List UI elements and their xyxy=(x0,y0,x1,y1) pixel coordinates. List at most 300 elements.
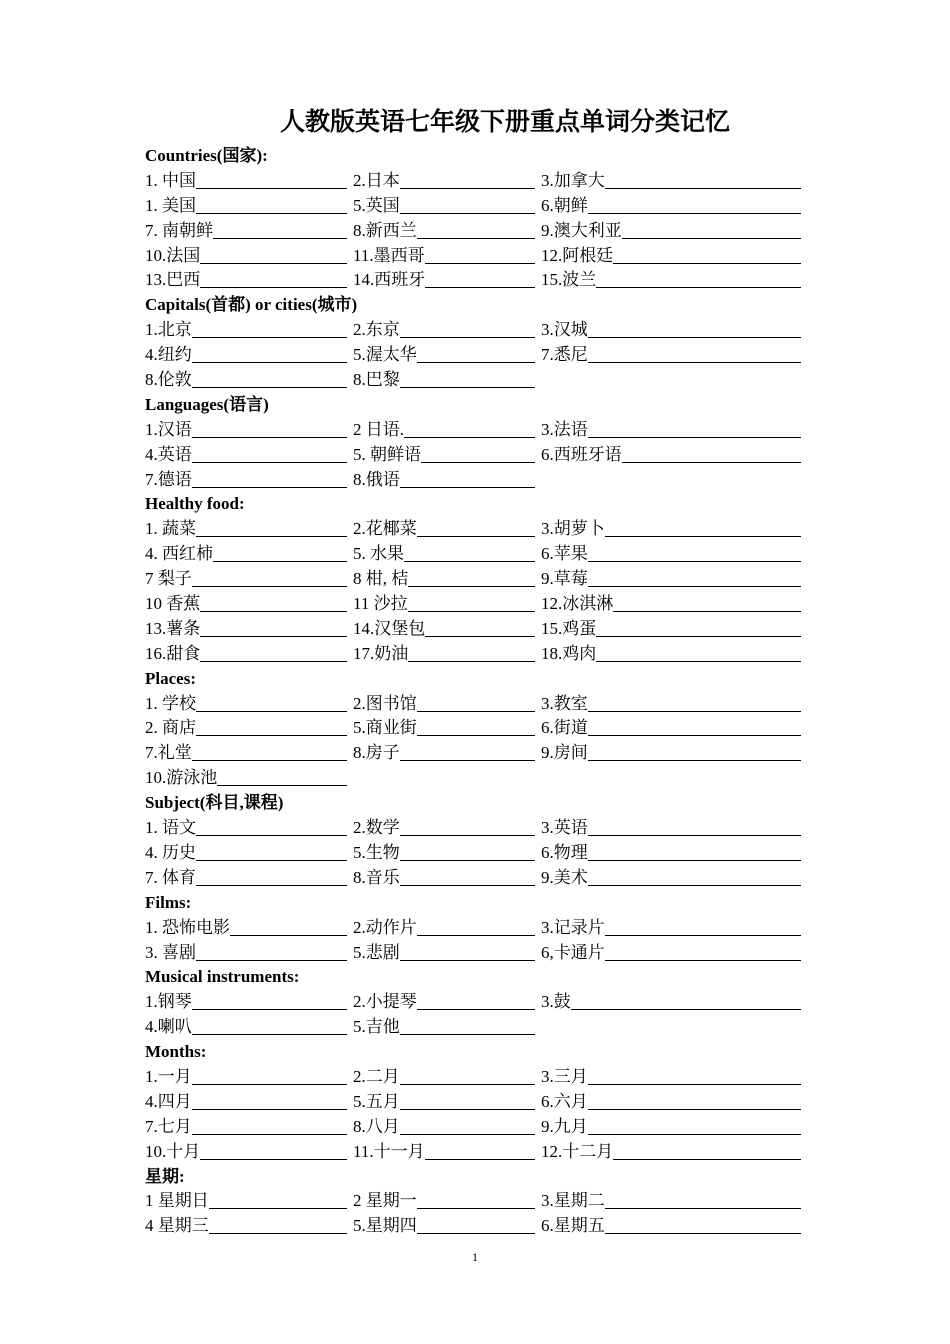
vocab-row xyxy=(145,418,845,443)
answer-blank[interactable] xyxy=(209,1216,347,1234)
answer-blank[interactable] xyxy=(192,1092,347,1110)
answer-blank[interactable] xyxy=(400,868,535,886)
vocab-label: 9.九月 xyxy=(541,1116,588,1136)
vocab-label: 1.一月 xyxy=(145,1066,192,1086)
answer-blank[interactable] xyxy=(605,1191,801,1209)
vocab-entry xyxy=(353,941,535,966)
answer-blank[interactable] xyxy=(425,619,535,637)
answer-blank[interactable] xyxy=(196,943,347,961)
vocab-entry xyxy=(145,592,347,617)
vocab-label: 1. 语文 xyxy=(145,818,196,838)
answer-blank[interactable] xyxy=(196,196,347,214)
answer-blank[interactable] xyxy=(588,569,801,587)
answer-blank[interactable] xyxy=(196,519,347,537)
vocab-label: 12.十二月 xyxy=(541,1141,614,1161)
vocab-entry xyxy=(145,990,347,1015)
vocab-row xyxy=(145,617,845,642)
vocab-entry xyxy=(145,716,347,741)
vocab-label: 9.美术 xyxy=(541,867,588,887)
vocab-entry xyxy=(353,716,535,741)
page-number: 1 xyxy=(472,1250,478,1264)
answer-blank[interactable] xyxy=(192,370,347,388)
vocab-label: 9.草莓 xyxy=(541,569,588,589)
vocab-label: 11.十一月 xyxy=(353,1141,425,1161)
answer-blank[interactable] xyxy=(588,320,801,338)
vocab-entry xyxy=(353,866,535,891)
vocab-entry xyxy=(353,418,535,443)
vocab-label: 15.波兰 xyxy=(541,270,597,290)
vocab-entry xyxy=(145,766,347,791)
vocab-label: 1. 恐怖电影 xyxy=(145,917,230,937)
vocab-label: 6.物理 xyxy=(541,842,588,862)
section-heading: Films: xyxy=(145,892,192,912)
vocab-label: 5.生物 xyxy=(353,842,400,862)
answer-blank[interactable] xyxy=(425,1142,535,1160)
answer-blank[interactable] xyxy=(588,196,801,214)
vocab-label: 6.苹果 xyxy=(541,544,588,564)
vocab-entry xyxy=(541,1189,801,1214)
vocab-label: 1 星期日 xyxy=(145,1191,209,1211)
vocab-label: 8 柑, 桔 xyxy=(353,569,409,589)
answer-blank[interactable] xyxy=(613,246,801,264)
answer-blank[interactable] xyxy=(613,1142,801,1160)
vocab-label: 5.五月 xyxy=(353,1091,400,1111)
vocab-row xyxy=(145,1115,845,1140)
vocab-label: 5.英国 xyxy=(353,195,400,215)
answer-blank[interactable] xyxy=(217,768,347,786)
answer-blank[interactable] xyxy=(404,544,535,562)
vocab-label: 11.墨西哥 xyxy=(353,245,425,265)
vocab-entry xyxy=(145,219,347,244)
answer-blank[interactable] xyxy=(213,221,347,239)
answer-blank[interactable] xyxy=(404,420,535,438)
answer-blank[interactable] xyxy=(400,1017,535,1035)
answer-blank[interactable] xyxy=(400,171,535,189)
answer-blank[interactable] xyxy=(588,1092,801,1110)
vocab-entry xyxy=(145,1115,347,1140)
answer-blank[interactable] xyxy=(400,320,535,338)
answer-blank[interactable] xyxy=(425,270,535,288)
answer-blank[interactable] xyxy=(622,445,801,463)
vocab-row xyxy=(145,766,845,791)
vocab-entry xyxy=(145,567,347,592)
answer-blank[interactable] xyxy=(196,843,347,861)
vocab-label: 2.二月 xyxy=(353,1066,400,1086)
vocab-entry xyxy=(353,741,535,766)
vocab-label: 8.音乐 xyxy=(353,867,400,887)
vocab-label: 9.澳大利亚 xyxy=(541,220,622,240)
vocab-entry xyxy=(353,916,535,941)
answer-blank[interactable] xyxy=(400,1117,535,1135)
answer-blank[interactable] xyxy=(588,1067,801,1085)
answer-blank[interactable] xyxy=(400,1067,535,1085)
vocab-entry xyxy=(541,866,801,891)
answer-blank[interactable] xyxy=(417,992,535,1010)
vocab-label: 3.胡萝卜 xyxy=(541,519,605,539)
vocab-label: 2.图书馆 xyxy=(353,693,417,713)
answer-blank[interactable] xyxy=(588,818,801,836)
section-heading: Languages(语言) xyxy=(145,394,269,414)
answer-blank[interactable] xyxy=(200,644,347,662)
answer-blank[interactable] xyxy=(588,868,801,886)
vocab-label: 5.渥太华 xyxy=(353,345,417,365)
vocab-row xyxy=(145,318,845,343)
vocab-label: 18.鸡肉 xyxy=(541,643,597,663)
vocab-row xyxy=(145,368,845,393)
answer-blank[interactable] xyxy=(192,1117,347,1135)
vocab-label: 6.西班牙语 xyxy=(541,444,622,464)
vocab-entry xyxy=(541,816,801,841)
vocab-entry xyxy=(145,418,347,443)
answer-blank[interactable] xyxy=(192,470,347,488)
vocab-label: 3.英语 xyxy=(541,818,588,838)
vocab-label: 2.动作片 xyxy=(353,917,417,937)
answer-blank[interactable] xyxy=(622,221,801,239)
answer-blank[interactable] xyxy=(588,718,801,736)
vocab-label: 5.悲剧 xyxy=(353,942,400,962)
vocab-entry xyxy=(145,692,347,717)
answer-blank[interactable] xyxy=(400,370,535,388)
vocab-entry xyxy=(353,517,535,542)
answer-blank[interactable] xyxy=(200,270,347,288)
vocab-label: 5. 水果 xyxy=(353,544,404,564)
answer-blank[interactable] xyxy=(192,445,347,463)
vocab-entry xyxy=(145,916,347,941)
vocab-label: 4.四月 xyxy=(145,1091,192,1111)
vocab-label: 3.记录片 xyxy=(541,917,605,937)
answer-blank[interactable] xyxy=(200,619,347,637)
vocab-entry xyxy=(145,741,347,766)
vocab-entry xyxy=(541,418,801,443)
answer-blank[interactable] xyxy=(196,171,347,189)
vocab-label: 5.星期四 xyxy=(353,1216,417,1236)
vocab-label: 13.巴西 xyxy=(145,270,201,290)
vocab-entry xyxy=(541,194,801,219)
vocab-label: 3.加拿大 xyxy=(541,170,605,190)
vocab-row xyxy=(145,1214,845,1239)
vocab-row xyxy=(145,343,845,368)
section-heading: Months: xyxy=(145,1042,207,1062)
answer-blank[interactable] xyxy=(605,171,801,189)
answer-blank[interactable] xyxy=(209,1191,347,1209)
vocab-label: 3.教室 xyxy=(541,693,588,713)
vocab-label: 5.吉他 xyxy=(353,1017,400,1037)
vocab-label: 1. 蔬菜 xyxy=(145,519,196,539)
vocab-label: 7 梨子 xyxy=(145,569,192,589)
vocab-entry xyxy=(353,468,535,493)
vocab-entry xyxy=(353,1140,535,1165)
vocab-entry xyxy=(145,343,347,368)
vocab-entry xyxy=(145,194,347,219)
answer-blank[interactable] xyxy=(613,594,801,612)
answer-blank[interactable] xyxy=(605,1216,801,1234)
answer-blank[interactable] xyxy=(417,1216,535,1234)
vocab-label: 2 星期一 xyxy=(353,1191,417,1211)
answer-blank[interactable] xyxy=(596,644,801,662)
answer-blank[interactable] xyxy=(408,644,535,662)
vocab-label: 4 星期三 xyxy=(145,1216,209,1236)
vocab-row xyxy=(145,1015,845,1040)
vocab-entry xyxy=(145,1065,347,1090)
vocab-entry xyxy=(541,617,801,642)
vocab-entry xyxy=(353,244,535,269)
page-title: 人教版英语七年级下册重点单词分类记忆 xyxy=(279,109,730,136)
vocab-label: 4.英语 xyxy=(145,444,192,464)
answer-blank[interactable] xyxy=(400,843,535,861)
answer-blank[interactable] xyxy=(417,221,535,239)
vocab-label: 1.汉语 xyxy=(145,419,192,439)
answer-blank[interactable] xyxy=(588,843,801,861)
vocab-entry xyxy=(145,517,347,542)
vocab-row xyxy=(145,1140,845,1165)
answer-blank[interactable] xyxy=(230,918,347,936)
section-heading: Places: xyxy=(145,668,196,688)
vocab-label: 3.鼓 xyxy=(541,992,571,1012)
vocab-entry xyxy=(145,1189,347,1214)
vocab-entry xyxy=(541,1090,801,1115)
vocab-entry xyxy=(145,169,347,194)
vocab-row xyxy=(145,866,845,891)
vocab-entry xyxy=(145,941,347,966)
vocab-label: 13.薯条 xyxy=(145,618,201,638)
answer-blank[interactable] xyxy=(400,470,535,488)
vocab-entry xyxy=(353,692,535,717)
answer-blank[interactable] xyxy=(588,694,801,712)
vocab-entry xyxy=(541,1214,801,1239)
section-heading: Countries(国家): xyxy=(145,146,268,165)
vocab-label: 6.星期五 xyxy=(541,1216,605,1236)
vocab-row xyxy=(145,916,845,941)
answer-blank[interactable] xyxy=(605,918,801,936)
vocab-entry xyxy=(353,268,535,293)
vocab-row xyxy=(145,517,845,542)
vocab-entry xyxy=(353,567,535,592)
vocab-entry xyxy=(541,642,801,667)
vocab-label: 8.房子 xyxy=(353,743,400,763)
vocab-label: 1. 美国 xyxy=(145,195,196,215)
answer-blank[interactable] xyxy=(417,718,535,736)
answer-blank[interactable] xyxy=(192,320,347,338)
answer-blank[interactable] xyxy=(596,619,801,637)
vocab-entry xyxy=(541,692,801,717)
vocab-entry xyxy=(145,268,347,293)
vocab-label: 14.西班牙 xyxy=(353,270,426,290)
worksheet-body xyxy=(145,144,845,1239)
vocab-entry xyxy=(353,1065,535,1090)
vocab-entry xyxy=(541,517,801,542)
vocab-entry xyxy=(145,1214,347,1239)
section-heading: 星期: xyxy=(145,1166,185,1186)
vocab-label: 8.俄语 xyxy=(353,469,400,489)
vocab-row xyxy=(145,816,845,841)
answer-blank[interactable] xyxy=(421,445,535,463)
answer-blank[interactable] xyxy=(196,694,347,712)
vocab-label: 6.六月 xyxy=(541,1091,588,1111)
vocab-label: 2 日语. xyxy=(353,419,404,439)
vocab-row xyxy=(145,841,845,866)
vocab-label: 11 沙拉 xyxy=(353,594,408,614)
vocab-label: 2.数学 xyxy=(353,818,400,838)
answer-blank[interactable] xyxy=(192,992,347,1010)
vocab-row xyxy=(145,468,845,493)
answer-blank[interactable] xyxy=(408,569,535,587)
vocab-entry xyxy=(541,1140,801,1165)
vocab-label: 12.阿根廷 xyxy=(541,245,614,265)
answer-blank[interactable] xyxy=(400,196,535,214)
vocab-row xyxy=(145,268,845,293)
vocab-entry xyxy=(541,318,801,343)
vocab-label: 4. 西红柿 xyxy=(145,544,213,564)
answer-blank[interactable] xyxy=(192,420,347,438)
vocab-row xyxy=(145,941,845,966)
vocab-label: 3.汉城 xyxy=(541,320,588,340)
vocab-row xyxy=(145,741,845,766)
answer-blank[interactable] xyxy=(417,519,535,537)
vocab-row xyxy=(145,443,845,468)
vocab-entry xyxy=(541,1065,801,1090)
section-heading: Musical instruments: xyxy=(145,967,300,987)
vocab-entry xyxy=(541,443,801,468)
vocab-entry xyxy=(541,343,801,368)
vocab-label: 2. 商店 xyxy=(145,718,196,738)
answer-blank[interactable] xyxy=(200,594,347,612)
vocab-entry xyxy=(541,268,801,293)
vocab-entry xyxy=(541,219,801,244)
answer-blank[interactable] xyxy=(196,718,347,736)
answer-blank[interactable] xyxy=(400,1092,535,1110)
vocab-row xyxy=(145,692,845,717)
vocab-entry xyxy=(353,816,535,841)
vocab-entry xyxy=(353,1189,535,1214)
answer-blank[interactable] xyxy=(417,694,535,712)
answer-blank[interactable] xyxy=(596,270,801,288)
vocab-label: 12.冰淇淋 xyxy=(541,594,614,614)
answer-blank[interactable] xyxy=(417,918,535,936)
vocab-label: 1. 中国 xyxy=(145,170,196,190)
vocab-label: 4. 历史 xyxy=(145,842,196,862)
vocab-entry xyxy=(145,642,347,667)
vocab-label: 1.北京 xyxy=(145,320,192,340)
vocab-label: 3.法语 xyxy=(541,419,588,439)
answer-blank[interactable] xyxy=(571,992,801,1010)
vocab-entry xyxy=(541,244,801,269)
vocab-entry xyxy=(541,941,801,966)
vocab-entry xyxy=(353,318,535,343)
answer-blank[interactable] xyxy=(588,420,801,438)
answer-blank[interactable] xyxy=(196,818,347,836)
answer-blank[interactable] xyxy=(417,345,535,363)
vocab-label: 15.鸡蛋 xyxy=(541,618,597,638)
answer-blank[interactable] xyxy=(417,1191,535,1209)
vocab-label: 8.新西兰 xyxy=(353,220,417,240)
vocab-row xyxy=(145,219,845,244)
vocab-entry xyxy=(145,244,347,269)
answer-blank[interactable] xyxy=(588,1117,801,1135)
vocab-label: 10.法国 xyxy=(145,245,201,265)
vocab-label: 8.伦敦 xyxy=(145,370,192,390)
vocab-label: 7.悉尼 xyxy=(541,345,588,365)
vocab-label: 2.日本 xyxy=(353,170,400,190)
vocab-label: 6.街道 xyxy=(541,718,588,738)
answer-blank[interactable] xyxy=(200,1142,347,1160)
answer-blank[interactable] xyxy=(400,743,535,761)
vocab-entry xyxy=(353,617,535,642)
vocab-entry xyxy=(145,841,347,866)
answer-blank[interactable] xyxy=(192,1017,347,1035)
vocab-row xyxy=(145,990,845,1015)
vocab-row xyxy=(145,542,845,567)
answer-blank[interactable] xyxy=(605,943,801,961)
vocab-label: 2.花椰菜 xyxy=(353,519,417,539)
vocab-entry xyxy=(353,990,535,1015)
vocab-label: 3.星期二 xyxy=(541,1191,605,1211)
vocab-entry xyxy=(145,443,347,468)
vocab-row xyxy=(145,567,845,592)
vocab-entry xyxy=(353,592,535,617)
vocab-row xyxy=(145,592,845,617)
vocab-label: 6.朝鲜 xyxy=(541,195,588,215)
vocab-entry xyxy=(353,1090,535,1115)
vocab-entry xyxy=(541,716,801,741)
vocab-entry xyxy=(541,1115,801,1140)
vocab-entry xyxy=(541,169,801,194)
answer-blank[interactable] xyxy=(192,743,347,761)
vocab-label: 8.巴黎 xyxy=(353,370,400,390)
vocab-entry xyxy=(145,318,347,343)
vocab-label: 2.小提琴 xyxy=(353,992,417,1012)
answer-blank[interactable] xyxy=(425,246,535,264)
vocab-entry xyxy=(145,368,347,393)
answer-blank[interactable] xyxy=(588,544,801,562)
vocab-entry xyxy=(145,866,347,891)
vocab-entry xyxy=(541,741,801,766)
vocab-entry xyxy=(353,1115,535,1140)
answer-blank[interactable] xyxy=(400,943,535,961)
vocab-entry xyxy=(145,816,347,841)
vocab-entry xyxy=(541,916,801,941)
vocab-entry xyxy=(541,990,801,1015)
answer-blank[interactable] xyxy=(196,868,347,886)
vocab-row xyxy=(145,194,845,219)
vocab-label: 7. 体育 xyxy=(145,867,196,887)
vocab-label: 16.甜食 xyxy=(145,643,201,663)
vocab-label: 14.汉堡包 xyxy=(353,618,426,638)
answer-blank[interactable] xyxy=(605,519,801,537)
section-heading: Capitals(首都) or cities(城市) xyxy=(145,295,358,315)
vocab-label: 8.八月 xyxy=(353,1116,400,1136)
answer-blank[interactable] xyxy=(192,569,347,587)
answer-blank[interactable] xyxy=(200,246,347,264)
vocab-entry xyxy=(353,169,535,194)
vocab-entry xyxy=(145,1140,347,1165)
vocab-entry xyxy=(145,1090,347,1115)
answer-blank[interactable] xyxy=(408,594,535,612)
vocab-entry xyxy=(353,194,535,219)
vocab-label: 10.游泳池 xyxy=(145,768,218,788)
answer-blank[interactable] xyxy=(588,345,801,363)
answer-blank[interactable] xyxy=(192,345,347,363)
answer-blank[interactable] xyxy=(213,544,347,562)
vocab-label: 10.十月 xyxy=(145,1141,201,1161)
section-heading: Subject(科目,课程) xyxy=(145,793,284,813)
vocab-row xyxy=(145,1090,845,1115)
answer-blank[interactable] xyxy=(192,1067,347,1085)
answer-blank[interactable] xyxy=(588,743,801,761)
vocab-entry xyxy=(353,368,535,393)
vocab-entry xyxy=(541,542,801,567)
answer-blank[interactable] xyxy=(400,818,535,836)
vocab-label: 17.奶油 xyxy=(353,643,409,663)
